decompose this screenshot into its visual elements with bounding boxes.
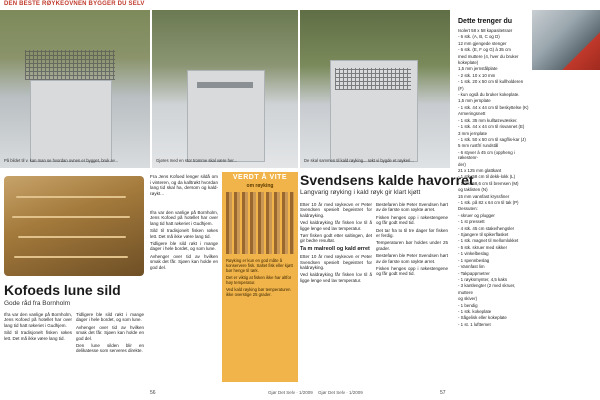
list-item: og skiver) (458, 296, 478, 302)
grill-rack (335, 68, 411, 90)
paragraph: Det er viktig at fisken ikke har altfor høy temperatur. (226, 275, 292, 285)
fish-photo (532, 10, 600, 70)
photo-smoker-building (0, 10, 150, 168)
list-item: 1,5 mm jernstålplate (458, 66, 498, 72)
paragraph: Røyking er kun en god måte å konservere fisk. Saltet fisk eller kjøtt bør henge til tørk. (226, 258, 293, 273)
paragraph: Bestefaren ble Peter Svendsen hørt av de første som røykte ørret. (376, 253, 448, 264)
paragraph: Bestefaren ble Peter Svendsen hørt av de første som røykte ørret. (376, 202, 448, 213)
paragraph: Etter 10 år med røykeovn er Peter Svendsen spesielt begeistret for kaldrøyking. (300, 254, 372, 271)
photo-caption-3: De skal sammen til kald røyking... røkt vi bygde et røykeri... (304, 158, 414, 163)
list-item: - 6 stk. (A, B, C og D) (458, 34, 500, 40)
list-item: - 1 stk. 58 cm til dekk-lokk (L) (458, 174, 516, 180)
article-subtitle-kofoed: Gode råd fra Bornholm (4, 300, 71, 307)
list-item: - 6 styver à 45 cm (oppheng i røkestenr- (458, 149, 515, 161)
list-item: - 6 stk. (E, F og G) à 35 cm (458, 47, 511, 53)
list-item: 1,5 mm jernplate (458, 98, 491, 104)
article-title-kofoed: Kofoeds lune sild (4, 282, 121, 298)
article2-body-col1 (300, 202, 372, 285)
list-item: - 1 spennbeslag (458, 257, 490, 263)
info-box-title: VERDT Å VITE (232, 174, 288, 181)
list-item: - 3 kantlengter (2 med skruer, (458, 283, 516, 289)
list-item: 3 mm jernplate (458, 130, 488, 136)
list-item: - 1 stk. 44 x 44 cm til risvannet (E) (458, 124, 525, 130)
page-footer (0, 388, 600, 400)
magazine-name-left: Gjør Det Selv · 1/2009 (268, 390, 313, 395)
list-item: 12 mm gjengede stenger (458, 40, 507, 46)
list-item: Dessuten: (458, 206, 478, 212)
photo-smoker-finished (300, 10, 450, 168)
list-item: 21 x 125 mm glattkant (458, 168, 502, 173)
list-item: og taklisten (N) (458, 187, 488, 193)
paragraph: Etter 10 år med røykeovn er Peter Svendsen spesielt begeistret for kaldrøyking. (300, 202, 372, 218)
smoker-box (30, 80, 112, 162)
article-title-svendsen: Svendsens kalde havorret (300, 172, 474, 188)
list-item: - 1 stk. på 82 x 64 cm til tak (P) (458, 200, 519, 206)
article1-lead: Fra Jens Kofoed lenger sildå om i vinteren, og da kalltrøkt hvordan lang tid skal ha, dersom og kald-røykt... (150, 174, 218, 196)
magazine-name-right: Gjør Det Selv · 1/2009 (318, 390, 363, 395)
list-item: - 1 st pressett (458, 219, 485, 225)
list-item: 5 mm rustfrí rundstål (458, 143, 499, 149)
list-item: - 4 stk. 45 cm stake/hengsler (458, 225, 515, 231)
page-number-left: 56 (150, 390, 156, 396)
paragraph: Tørr fisken godt etter saltingen, det gir bedre resultat. (300, 233, 372, 244)
paragraph: Den lune silden blir en delikatesse som serveres direkte. (76, 343, 144, 354)
list-item: - 1 stk. 58,6 cm til bremsen (M) (458, 180, 519, 186)
list-item: (F) (458, 85, 464, 91)
list-item: - 1 stk. kokeplate (458, 308, 492, 314)
article1-body-col2 (76, 312, 144, 356)
paragraph: Fisken henges opp i røkestengene og får godt med tid. (376, 266, 448, 277)
smoker-lid (197, 82, 253, 88)
herring-photo (4, 176, 144, 276)
paragraph: Sild til tradisjonelt fisken røkes lett. Det må ikke være lang tid. (4, 330, 72, 341)
list-item: Armeringsnett (458, 111, 486, 117)
section-kicker: DEN BESTE RØYKEOVNEN BYGGER DU SELV (4, 1, 145, 7)
paragraph: Ved kaldrøyking får fisken lov til å ligge lenge ved lav temperatur. (300, 272, 372, 283)
list-item: - Sågelisk eller kokeplate (458, 315, 507, 321)
article2-body-col2 (376, 202, 448, 279)
list-item: - 1 stk. 50 x 50 cm til sagflis-kar (J) (458, 136, 526, 142)
list-item: - Sjangere til spikerflasket (458, 232, 509, 238)
top-bar (0, 0, 600, 10)
article1-body-col1 (4, 312, 72, 343)
fish-shape (12, 216, 130, 218)
paragraph: Ved kald røyking bør temperaturen ikke overstige 25 grader. (226, 287, 291, 297)
info-box-text (226, 258, 294, 299)
paragraph: Fisken henges opp i røkestengene og får godt med tid. (376, 214, 448, 226)
list-item: - 2 stk. 10 x 10 mm (458, 72, 496, 78)
paragraph: Avhenger over tid av hvilken smak det får. Sjøen kan holde en god del. (150, 253, 218, 270)
paragraph: Temperaturen bør holdes under 25 grader. (376, 240, 448, 251)
fish-shape (18, 236, 126, 238)
list-item: - kun også du bruker kokeplate. (458, 92, 520, 98)
list-item: med muttere (4, hver du bruker (458, 53, 519, 59)
page-number-right: 57 (440, 390, 446, 396)
photo-smoker-assembly (152, 10, 298, 168)
hanging-fish-photo (226, 192, 294, 254)
list-item: muttere (458, 289, 473, 295)
paragraph: Ifra var den vanlige på Bornholm, Jens Kofoed på hotellet har over lang tid hatt røkeriet i Gudhjem. (4, 312, 72, 328)
materials-list-2 (458, 168, 548, 328)
list-item: - 5 stk. skruer med sikker (458, 244, 508, 250)
list-item: - 1 st. 1 lufttemet (458, 321, 491, 327)
list-item: - 1 stk. 44 x 44 cm til beskyttelse (K) (458, 104, 529, 110)
list-item: - 1 stk. 35 mm kulltøzevæsker. (458, 117, 518, 123)
list-item: - skruer og plugger (458, 212, 495, 218)
paragraph: Tidligere ble sild røkt i mange dager i hele bordet, og som lune. (150, 241, 218, 252)
article-subtitle-svendsen: Langvarig røyking i kald røyk gir klart kjøtt (300, 189, 421, 196)
photo-caption-2: Gjøres med en stor tromme skal være her... (156, 158, 237, 163)
list-item: - Vannfast lim (458, 264, 485, 270)
paragraph: Ifra var den vanlige på Bornholm, Jens Kofoed på hotellet har over lang tid hatt røkeriet i Gudhjem. (150, 210, 218, 226)
list-item: - Takpappmetrer (458, 270, 490, 276)
list-item: - 1 stk. magnet til mellomlokket (458, 238, 519, 244)
paragraph: Sild til tradisjonelt fisken røkes lett. Det må ikke være lang tid. (150, 228, 218, 239)
list-item: der) (458, 161, 466, 167)
subheading: Ta m malreoll og kald ørret (300, 245, 370, 252)
list-item: Isolert 58 x 58 kapasitetsrør (458, 28, 513, 33)
list-item: - 1 røyksmynter, 4,5 kaks (458, 276, 508, 282)
fish-shape (16, 196, 126, 198)
article1-body-col3 (150, 210, 218, 272)
grill-rack (25, 50, 115, 80)
list-item: kokeplate) (458, 60, 479, 66)
paragraph: Det tar fra to til tre dager før fisken er ferdig. (376, 227, 448, 239)
list-item: - 1 bendig (458, 302, 478, 308)
list-item: - 1 stk. 20 x 50 cm til kullholderen (458, 79, 524, 85)
fish-shape (14, 256, 128, 258)
sidebar-title: Dette trenger du (458, 18, 513, 25)
paragraph: Avhenger over tid av hvilken smak det får. Sjøen kan holde en god del. (76, 324, 144, 341)
photo-caption-1: På bildet til v. kan man se hvordan ovnen er bygget, bruk av... (4, 158, 119, 163)
list-item: - 1 vinkelbeslag (458, 251, 489, 257)
list-item: 15 mm vannfast kryssfiner (458, 193, 510, 199)
paragraph: Ved kaldrøyking får fisken lov til å ligge lenge ved lav temperatur. (300, 220, 372, 231)
info-box-subtitle: om røyking (246, 183, 274, 189)
materials-list (458, 28, 533, 168)
paragraph: Tidligere ble sild røkt i mange dager i hele bordet, og som lune. (76, 312, 144, 323)
